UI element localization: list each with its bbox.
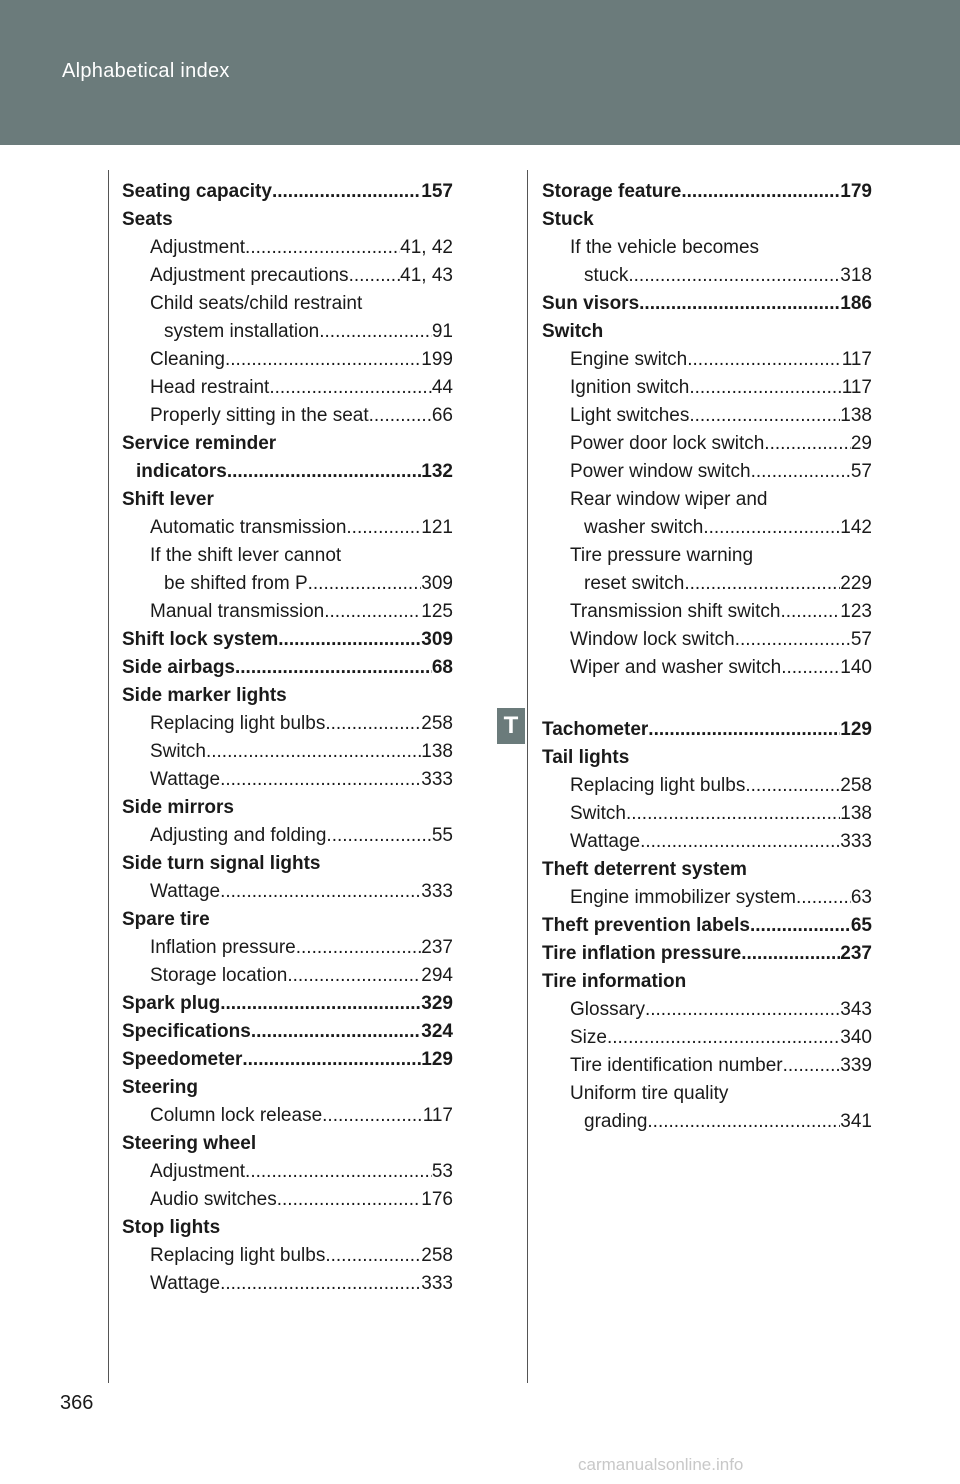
entry-term: Replacing light bulbs (150, 713, 326, 734)
dot-leader (684, 570, 840, 598)
index-subentry (542, 772, 872, 800)
dot-leader (735, 626, 851, 654)
dot-leader (220, 990, 421, 1018)
entry-term: Replacing light bulbs (570, 775, 746, 796)
dot-leader (751, 458, 851, 486)
entry-term: Shift lever (122, 489, 214, 510)
index-entry (122, 850, 453, 878)
dot-leader (225, 346, 421, 374)
entry-term: Theft deterrent system (542, 859, 747, 880)
entry-page-ref[interactable]: 53 (431, 1161, 453, 1182)
index-entry (122, 486, 453, 514)
index-entry (542, 716, 872, 744)
dot-leader (220, 766, 421, 794)
entry-page-ref[interactable]: 324 (421, 1021, 453, 1042)
entry-page-ref[interactable]: 117 (841, 349, 872, 370)
entry-term: Switch (570, 803, 626, 824)
entry-term: Window lock switch (570, 629, 735, 650)
entry-page-ref[interactable]: 343 (840, 999, 872, 1020)
entry-page-ref[interactable]: 258 (840, 775, 872, 796)
entry-term: Rear window wiper and (570, 489, 768, 510)
index-subentry (122, 878, 453, 906)
index-entry (122, 1214, 453, 1242)
entry-term: Spare tire (122, 909, 210, 930)
entry-term: Tire pressure warning (570, 545, 754, 566)
index-entry (122, 990, 453, 1018)
index-subentry (122, 290, 453, 318)
entry-term: Column lock release (150, 1105, 323, 1126)
dot-leader (287, 962, 421, 990)
dot-leader (235, 654, 432, 682)
entry-term: If the vehicle becomes (570, 237, 760, 258)
dot-leader (206, 738, 421, 766)
entry-page-ref[interactable]: 68 (431, 657, 453, 678)
index-subentry (542, 884, 872, 912)
entry-term: indicators (136, 461, 227, 482)
dot-leader (324, 598, 421, 626)
index-subentry (122, 346, 453, 374)
index-entry (122, 906, 453, 934)
index-subentry (122, 374, 453, 402)
entry-page-ref[interactable]: 117 (422, 1105, 453, 1126)
index-entry (122, 206, 453, 234)
index-entry (122, 178, 453, 206)
entry-page-ref[interactable]: 309 (421, 629, 453, 650)
entry-page-ref[interactable]: 65 (850, 915, 872, 936)
index-subentry (122, 1158, 453, 1186)
entry-page-ref[interactable]: 258 (421, 713, 453, 734)
entry-term: Wattage (150, 1273, 221, 1294)
dot-leader (326, 822, 431, 850)
index-subentry (542, 542, 872, 570)
entry-page-ref[interactable]: 125 (421, 601, 453, 622)
entry-term: Adjustment (150, 1161, 246, 1182)
dot-leader (296, 934, 422, 962)
index-entry (542, 206, 872, 234)
entry-term: Audio switches (150, 1189, 277, 1210)
dot-leader (220, 1270, 421, 1298)
dot-leader (781, 654, 840, 682)
dot-leader (220, 878, 421, 906)
entry-term: washer switch (584, 517, 704, 538)
entry-page-ref[interactable]: 129 (840, 719, 872, 740)
entry-term: stuck (584, 265, 629, 286)
dot-leader (242, 1046, 421, 1074)
entry-term: Side marker lights (122, 685, 287, 706)
index-entry (542, 290, 872, 318)
index-subentry (542, 1108, 872, 1136)
index-entry (542, 968, 872, 996)
index-subentry (542, 1052, 872, 1080)
index-subentry (122, 1102, 453, 1130)
entry-term: Light switches (570, 405, 690, 426)
index-subentry (542, 514, 872, 542)
entry-page-ref[interactable]: 57 (850, 461, 872, 482)
index-subentry (542, 234, 872, 262)
dot-leader (245, 234, 400, 262)
index-subentry (542, 374, 872, 402)
entry-page-ref[interactable]: 138 (421, 741, 453, 762)
entry-term: Shift lock system (122, 629, 279, 650)
entry-page-ref[interactable]: 179 (840, 181, 872, 202)
index-subentry (542, 1024, 872, 1052)
dot-leader (645, 996, 840, 1024)
entry-term: Power window switch (570, 461, 751, 482)
middle-column-rule (527, 170, 528, 1383)
entry-page-ref[interactable]: 333 (421, 881, 453, 902)
entry-page-ref[interactable]: 91 (431, 321, 453, 342)
entry-term: Theft prevention labels (542, 915, 750, 936)
entry-term: Switch (542, 321, 604, 342)
dot-leader (626, 800, 840, 828)
entry-page-ref[interactable]: 309 (421, 573, 453, 594)
entry-page-ref[interactable]: 129 (421, 1049, 453, 1070)
entry-page-ref[interactable]: 237 (421, 937, 453, 958)
entry-page-ref[interactable]: 140 (840, 657, 872, 678)
entry-page-ref[interactable]: 41, 42 (400, 237, 453, 258)
entry-term: Tail lights (542, 747, 630, 768)
entry-page-ref[interactable]: 339 (840, 1055, 872, 1076)
entry-term: Ignition switch (570, 377, 690, 398)
entry-term: Wiper and washer switch (570, 657, 782, 678)
index-subentry (122, 1186, 453, 1214)
index-subentry (122, 710, 453, 738)
entry-term: Engine switch (570, 349, 688, 370)
entry-page-ref[interactable]: 333 (421, 769, 453, 790)
entry-page-ref[interactable]: 66 (431, 405, 453, 426)
entry-term: Wattage (150, 769, 221, 790)
dot-leader (745, 772, 840, 800)
left-column-rule (108, 170, 109, 1383)
entry-term: Stop lights (122, 1217, 221, 1238)
dot-leader (750, 912, 851, 940)
entry-term: Steering (122, 1077, 199, 1098)
entry-page-ref[interactable]: 341 (840, 1111, 872, 1132)
entry-term: Stuck (542, 209, 594, 230)
entry-term: Inflation pressure (150, 937, 296, 958)
entry-term: Tachometer (542, 719, 649, 740)
dot-leader (648, 716, 840, 744)
index-subentry (122, 766, 453, 794)
entry-term: Transmission shift switch (570, 601, 781, 622)
entry-page-ref[interactable]: 132 (421, 461, 453, 482)
dot-leader (741, 940, 840, 968)
index-subentry (542, 598, 872, 626)
dot-leader (325, 1242, 421, 1270)
index-subentry (542, 262, 872, 290)
entry-term: Side mirrors (122, 797, 234, 818)
entry-page-ref[interactable]: 258 (421, 1245, 453, 1266)
entry-page-ref[interactable]: 318 (840, 265, 872, 286)
dot-leader (640, 828, 840, 856)
dot-leader (278, 626, 421, 654)
entry-term: Storage location (150, 965, 288, 986)
entry-page-ref[interactable]: 199 (421, 349, 453, 370)
entry-term: Wattage (570, 831, 641, 852)
entry-page-ref[interactable]: 41, 43 (400, 265, 453, 286)
entry-page-ref[interactable]: 333 (840, 831, 872, 852)
index-entry (122, 626, 453, 654)
index-subentry (122, 234, 453, 262)
entry-term: Side airbags (122, 657, 235, 678)
page-header (0, 0, 960, 145)
dot-leader (349, 262, 401, 290)
entry-page-ref[interactable]: 237 (840, 943, 872, 964)
entry-term: Spark plug (122, 993, 221, 1014)
entry-page-ref[interactable]: 123 (840, 601, 872, 622)
page-number: 366 (60, 1392, 94, 1414)
entry-term: grading (584, 1111, 648, 1132)
dot-leader (308, 570, 422, 598)
index-entry (542, 856, 872, 884)
entry-term: Adjustment (150, 237, 246, 258)
header-title: Alphabetical index (62, 60, 230, 82)
index-subentry (542, 800, 872, 828)
index-entry (122, 1018, 453, 1046)
dot-leader (227, 458, 421, 486)
index-entry (122, 794, 453, 822)
dot-leader (369, 402, 432, 430)
entry-term: Specifications (122, 1021, 251, 1042)
entry-page-ref[interactable]: 29 (850, 433, 872, 454)
entry-term: Manual transmission (150, 601, 325, 622)
entry-term: reset switch (584, 573, 685, 594)
entry-term: Steering wheel (122, 1133, 257, 1154)
dot-leader (647, 1108, 840, 1136)
index-subentry (122, 318, 453, 346)
entry-term: Tire inflation pressure (542, 943, 742, 964)
dot-leader (322, 1102, 423, 1130)
entry-term: Automatic transmission (150, 517, 347, 538)
index-entry (542, 318, 872, 346)
dot-leader (689, 374, 841, 402)
index-entry (542, 912, 872, 940)
entry-page-ref[interactable]: 186 (840, 293, 872, 314)
index-entry (122, 430, 453, 458)
index-subentry (122, 570, 453, 598)
entry-page-ref[interactable]: 176 (421, 1189, 453, 1210)
section-tab-letter[interactable]: T (497, 708, 525, 744)
index-subentry (542, 458, 872, 486)
entry-term: Seating capacity (122, 181, 272, 202)
dot-leader (346, 514, 421, 542)
dot-leader (325, 710, 421, 738)
entry-term: be shifted from P (164, 573, 308, 594)
entry-term: Cleaning (150, 349, 225, 370)
entry-page-ref[interactable]: 138 (840, 405, 872, 426)
watermark: carmanualsonline.info (578, 1455, 744, 1474)
dot-leader (796, 884, 851, 912)
index-subentry (122, 598, 453, 626)
index-subentry (542, 1080, 872, 1108)
index-subentry (122, 962, 453, 990)
entry-page-ref[interactable]: 138 (840, 803, 872, 824)
index-entry (122, 682, 453, 710)
index-subentry (542, 996, 872, 1024)
index-column-right (542, 178, 872, 1136)
dot-leader (780, 598, 840, 626)
entry-term: Service reminder (122, 433, 277, 454)
index-subentry (542, 828, 872, 856)
index-subentry (542, 402, 872, 430)
entry-term: Child seats/child restraint (150, 293, 363, 314)
entry-term: Switch (150, 741, 206, 762)
entry-page-ref[interactable]: 333 (421, 1273, 453, 1294)
index-subentry (122, 738, 453, 766)
dot-leader (628, 262, 840, 290)
index-subentry (122, 1242, 453, 1270)
entry-page-ref[interactable]: 44 (431, 377, 453, 398)
entry-term: Side turn signal lights (122, 853, 321, 874)
entry-page-ref[interactable]: 340 (840, 1027, 872, 1048)
index-entry (122, 458, 453, 486)
dot-leader (783, 1052, 841, 1080)
entry-term: Head restraint (150, 377, 270, 398)
index-entry (122, 1074, 453, 1102)
entry-page-ref[interactable]: 117 (841, 377, 872, 398)
entry-page-ref[interactable]: 63 (850, 887, 872, 908)
dot-leader (269, 374, 432, 402)
entry-term: Adjusting and folding (150, 825, 327, 846)
entry-term: Sun visors (542, 293, 640, 314)
index-entry (122, 1130, 453, 1158)
index-subentry (542, 486, 872, 514)
index-subentry (542, 626, 872, 654)
index-subentry (122, 542, 453, 570)
entry-term: Storage feature (542, 181, 682, 202)
entry-page-ref[interactable]: 55 (431, 825, 453, 846)
entry-page-ref[interactable]: 142 (840, 517, 872, 538)
dot-leader (277, 1186, 422, 1214)
entry-term: Wattage (150, 881, 221, 902)
index-subentry (542, 430, 872, 458)
entry-page-ref[interactable]: 157 (421, 181, 453, 202)
index-subentry (122, 402, 453, 430)
entry-term: If the shift lever cannot (150, 545, 342, 566)
index-entry (542, 178, 872, 206)
dot-leader (639, 290, 840, 318)
index-entry (122, 654, 453, 682)
entry-term: Replacing light bulbs (150, 1245, 326, 1266)
dot-leader (703, 514, 840, 542)
index-entry (542, 744, 872, 772)
entry-page-ref[interactable]: 121 (421, 517, 453, 538)
index-subentry (542, 346, 872, 374)
index-subentry (122, 1270, 453, 1298)
dot-leader (607, 1024, 840, 1052)
entry-term: Seats (122, 209, 173, 230)
entry-term: Tire identification number (570, 1055, 783, 1076)
dot-leader (764, 430, 851, 458)
index-gap (542, 682, 872, 716)
entry-term: Tire information (542, 971, 687, 992)
entry-term: Size (570, 1027, 607, 1048)
entry-term: Glossary (570, 999, 645, 1020)
index-subentry (122, 934, 453, 962)
entry-term: Adjustment precautions (150, 265, 349, 286)
dot-leader (245, 1158, 432, 1186)
index-column-left (122, 178, 453, 1298)
dot-leader (251, 1018, 421, 1046)
entry-term: Uniform tire quality (570, 1083, 729, 1104)
entry-term: Power door lock switch (570, 433, 765, 454)
entry-page-ref[interactable]: 294 (421, 965, 453, 986)
index-entry (122, 1046, 453, 1074)
dot-leader (681, 178, 840, 206)
index-entry (542, 940, 872, 968)
index-subentry (542, 570, 872, 598)
entry-page-ref[interactable]: 57 (850, 629, 872, 650)
index-subentry (122, 262, 453, 290)
index-subentry (542, 654, 872, 682)
index-subentry (122, 514, 453, 542)
entry-term: Engine immobilizer system (570, 887, 796, 908)
entry-page-ref[interactable]: 329 (421, 993, 453, 1014)
index-subentry (122, 822, 453, 850)
entry-page-ref[interactable]: 229 (840, 573, 872, 594)
dot-leader (687, 346, 841, 374)
entry-term: system installation (164, 321, 320, 342)
dot-leader (272, 178, 421, 206)
entry-term: Speedometer (122, 1049, 243, 1070)
dot-leader (319, 318, 432, 346)
dot-leader (689, 402, 840, 430)
entry-term: Properly sitting in the seat (150, 405, 369, 426)
